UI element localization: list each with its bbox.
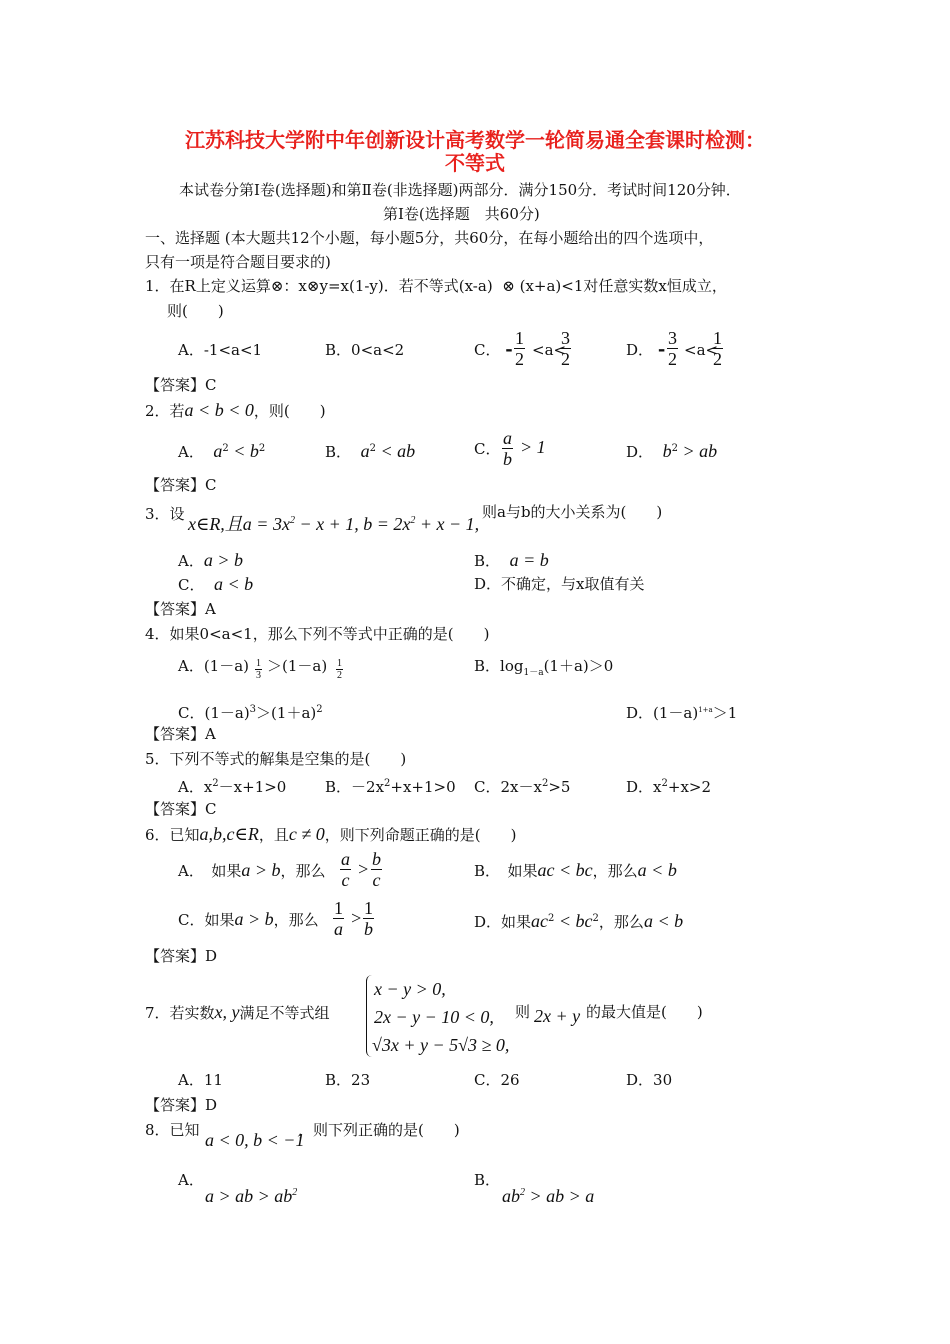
- otimes-icon: ⊗: [502, 277, 515, 295]
- q1-answer: 【答案】C: [145, 376, 217, 394]
- q1-stem: 1．在R上定义运算⊗：x⊗y=x(1-y)．若不等式(x-a) ⊗ (x+a)<1对任意实数x恒成立，: [145, 277, 727, 295]
- q7-answer: 【答案】D: [145, 1096, 218, 1114]
- q3-stem: 3．设: [145, 505, 185, 523]
- q4-stem: 4．如果0<a<1，那么下列不等式中正确的是( ): [145, 625, 490, 643]
- q7-system-row3: √3x + y − 5√3 ≥ 0,: [372, 1035, 510, 1055]
- q7-stem-tail: 的最大值是( ): [586, 1003, 703, 1021]
- q1-option-b: B．0<a<2: [325, 341, 405, 359]
- q5-option-b: B．$-2x^2+x+1>0$: [325, 778, 456, 796]
- q8-condition: a < 0, b < −1: [205, 1130, 305, 1150]
- q3-option-d: D．不确定，与x取值有关: [474, 575, 645, 593]
- q7-option-d: D．30: [626, 1071, 673, 1089]
- q8-stem: 8．已知: [145, 1121, 200, 1139]
- q3-option-b: B． a = b: [474, 550, 549, 570]
- q3-answer: 【答案】A: [145, 600, 216, 618]
- q5-option-c: C．$2x-x^2>5$: [474, 778, 571, 796]
- q1-d-middle: <a<: [684, 341, 719, 359]
- q5-option-d: D．$x^2+x>2$: [626, 778, 712, 796]
- q5-stem: 5．下列不等式的解集是空集的是( ): [145, 750, 407, 768]
- q1-option-d: D． -: [626, 339, 666, 360]
- q1-d-frac1: $\frac{3}{2}$: [668, 328, 677, 369]
- section-title: 第Ⅰ卷(选择题 共60分): [383, 205, 540, 223]
- q8-option-a-label: A．: [178, 1171, 204, 1189]
- q4-option-b: B．$\log_{1-a}(1+a)>0$: [474, 657, 614, 678]
- q5-option-a: A．$x^2-x+1>0$: [178, 778, 287, 796]
- exam-intro: 本试卷分第Ⅰ卷(选择题)和第Ⅱ卷(非选择题)两部分．满分150分．考试时间120分钟．: [179, 181, 741, 199]
- q7-option-a: A．11: [178, 1071, 223, 1089]
- q4-answer: 【答案】A: [145, 725, 216, 743]
- q2-option-a: A． $a^2 < b^2$: [178, 441, 266, 461]
- q6-a-gt: >: [357, 859, 370, 879]
- q7-option-b: B．23: [325, 1071, 371, 1089]
- q4-option-a-rest: ＞(1－a): [267, 657, 328, 675]
- q7-stem: 7．若实数x, y满足不等式组: [145, 1002, 330, 1022]
- q8-option-a: a > ab > $ab^2$: [205, 1186, 298, 1206]
- q2-option-b: B． $a^2$ < ab: [325, 441, 416, 461]
- q2-option-c-label: C．: [474, 440, 501, 458]
- q3-expression: x∈R,且$a = 3x^2 - x + 1$, $b = 2x^2 + x - 1$,: [188, 514, 480, 534]
- q1-option-c: C． -: [474, 339, 513, 360]
- q7-option-c: C．26: [474, 1071, 520, 1089]
- page-title-line1: 江苏科技大学附中年创新设计高考数学一轮简易通全套课时检测：: [185, 128, 765, 152]
- q8-stem-tail: ，则下列正确的是( ): [298, 1121, 460, 1139]
- q4-option-a: A．(1－a): [178, 657, 250, 675]
- q2-stem: 2．若a < b < 0，则( ): [145, 400, 326, 420]
- q1-stem-end: 则( ): [167, 302, 224, 320]
- otimes-icon: ⊗: [306, 277, 320, 295]
- q6-a-frac2: $\frac{b}{c}$: [372, 849, 381, 890]
- q6-c-gt: >: [350, 908, 363, 928]
- page-title-line2: 不等式: [445, 151, 505, 175]
- q1-c-middle: <a<: [532, 341, 567, 359]
- q6-c-frac2: $\frac{1}{b}$: [364, 898, 373, 939]
- q2-answer: 【答案】C: [145, 476, 217, 494]
- q4-a-exp2: $\frac{1}{2}$: [337, 658, 342, 681]
- q3-stem-tail: 则a与b的大小关系为( ): [482, 503, 663, 521]
- q7-expression: 2x + y: [534, 1006, 581, 1026]
- q6-option-a: A． 如果a > b，那么: [178, 860, 326, 880]
- q8-option-b: $ab^2$ > ab > a: [502, 1186, 595, 1206]
- q7-then: 则: [515, 1003, 531, 1021]
- q1-d-frac2: $\frac{1}{2}$: [713, 328, 722, 369]
- q3-option-c: C． a < b: [178, 574, 254, 594]
- q1-c-frac1: $\frac{1}{2}$: [515, 328, 524, 369]
- q8-option-b-label: B．: [474, 1171, 501, 1189]
- q6-option-d: D．如果$ac^2 < bc^2$，那么a < b: [474, 911, 684, 931]
- otimes-icon: ⊗: [270, 277, 284, 295]
- q4-a-exp1: $\frac{1}{3}$: [256, 658, 261, 681]
- q6-answer: 【答案】D: [145, 947, 218, 965]
- q2-option-d: D． $b^2$ > ab: [626, 441, 718, 461]
- q6-option-c: C．如果a > b，那么: [178, 909, 319, 929]
- q2-c-rest: > 1: [520, 437, 546, 457]
- q6-stem: 6．已知a,b,c∈R，且c ≠ 0，则下列命题正确的是( ): [145, 824, 517, 844]
- q1-option-a: A．-1<a<1: [178, 341, 263, 359]
- instructions-line1: 一、选择题 (本大题共12个小题，每小题5分，共60分，在每小题给出的四个选项中，: [145, 229, 714, 247]
- q1-c-frac2: $\frac{3}{2}$: [561, 328, 570, 369]
- q7-system-row2: 2x − y − 10 < 0,: [374, 1007, 494, 1027]
- q3-option-a: A．a > b: [178, 550, 243, 570]
- instructions-line2: 只有一项是符合题目要求的): [145, 253, 331, 271]
- q6-option-b: B． 如果ac < bc，那么a < b: [474, 860, 677, 880]
- q4-option-c: C．$(1-a)^3>(1+a)^2$: [178, 704, 323, 722]
- q2-c-frac: $\frac{a}{b}$: [503, 428, 512, 469]
- q6-c-frac1: $\frac{1}{a}$: [334, 898, 343, 939]
- q7-system-row1: x − y > 0,: [374, 979, 446, 999]
- q4-option-d: D．$(1-a)^{1+a}>1$: [626, 704, 738, 722]
- q6-a-frac1: $\frac{a}{c}$: [341, 849, 350, 890]
- q5-answer: 【答案】C: [145, 800, 217, 818]
